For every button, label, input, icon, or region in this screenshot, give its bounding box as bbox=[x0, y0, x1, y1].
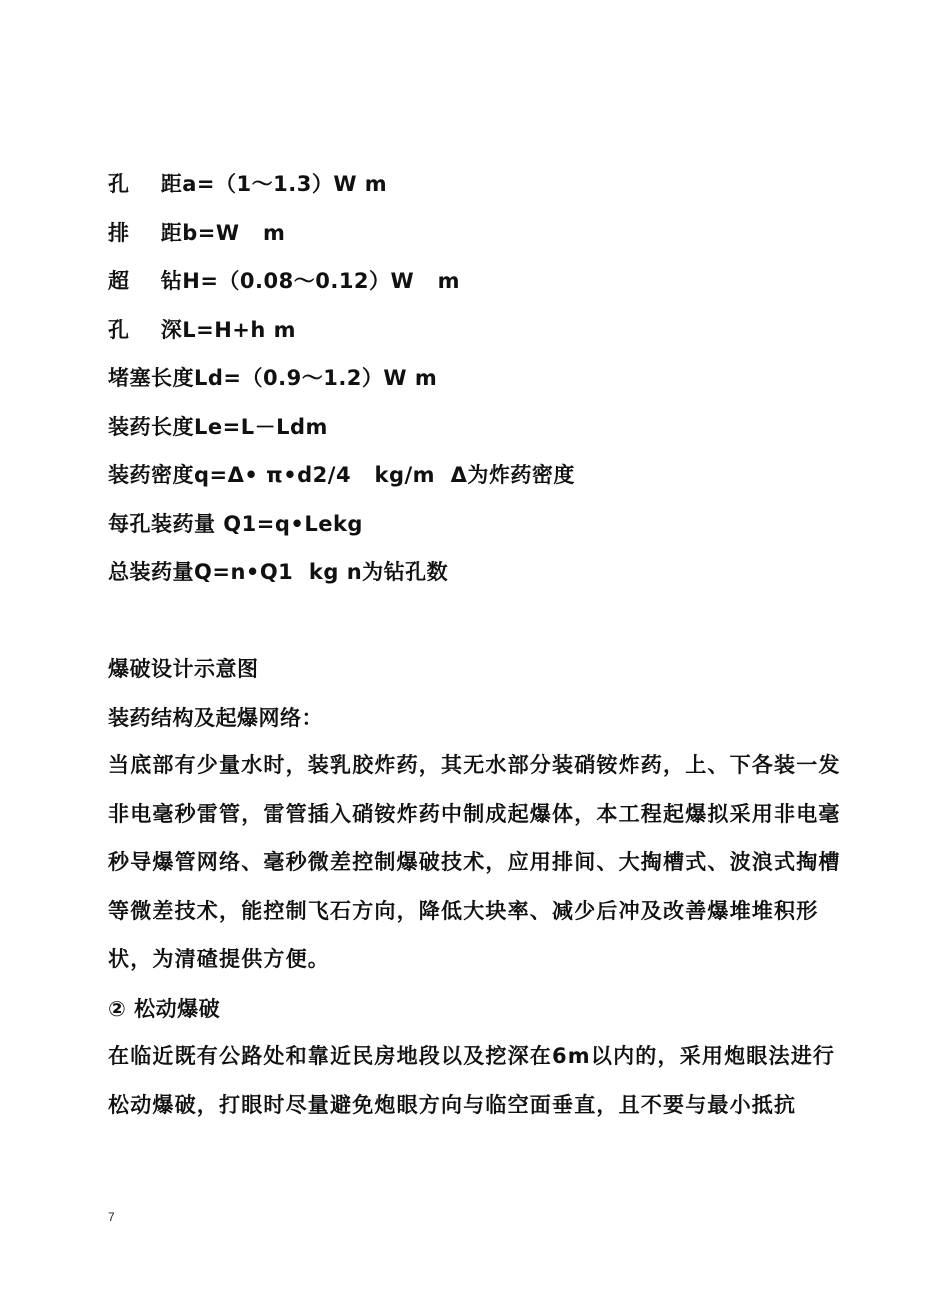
formula-line-stemming-length: 堵塞长度Ld=（0.9～1.2）W m bbox=[108, 366, 438, 390]
subsection-title: 装药结构及起爆网络： bbox=[108, 706, 323, 730]
formula-line-row-spacing: 排 距b=W m bbox=[108, 221, 286, 245]
formula-line-charge-density: 装药密度q=Δ• π•d2/4 kg/m Δ为炸药密度 bbox=[108, 463, 575, 487]
page-number: 7 bbox=[108, 1210, 115, 1224]
formula-line-hole-depth: 孔 深L=H+h m bbox=[108, 318, 297, 342]
paragraph-loosening-blasting: 在临近既有公路处和靠近民房地段以及挖深在6m以内的，采用炮眼法进行松动爆破，打眼时尽量避免炮眼方向与临空面垂直，且不要与最小抵抗 bbox=[108, 1044, 836, 1117]
paragraph-charge-structure: 当底部有少量水时，装乳胶炸药，其无水部分装硝铵炸药，上、下各装一发非电毫秒雷管，雷管插入硝铵炸药中制成起爆体，本工程起爆拟采用非电毫秒导爆管网络、毫秒微差控制爆破技术，应用排间、大掏槽式、波浪式掏槽等微差技术，能控制飞石方向，降低大块率、减少后冲及改善爆堆堆积形状，为清碴提供方便。 bbox=[108, 753, 841, 971]
formula-line-hole-spacing: 孔 距a=（1～1.3）W m bbox=[108, 172, 388, 196]
formula-line-overdrill: 超 钻H=（0.08～0.12）W m bbox=[108, 269, 461, 293]
formula-line-charge-length: 装药长度Le=L－Ldm bbox=[108, 415, 328, 439]
formula-line-total-charge: 总装药量Q=n•Q1 kg n为钻孔数 bbox=[108, 560, 449, 584]
formula-line-charge-per-hole: 每孔装药量 Q1=q•Lekg bbox=[108, 512, 363, 536]
item-heading-loosening-blasting: ② 松动爆破 bbox=[108, 997, 221, 1021]
section-title: 爆破设计示意图 bbox=[108, 657, 259, 681]
